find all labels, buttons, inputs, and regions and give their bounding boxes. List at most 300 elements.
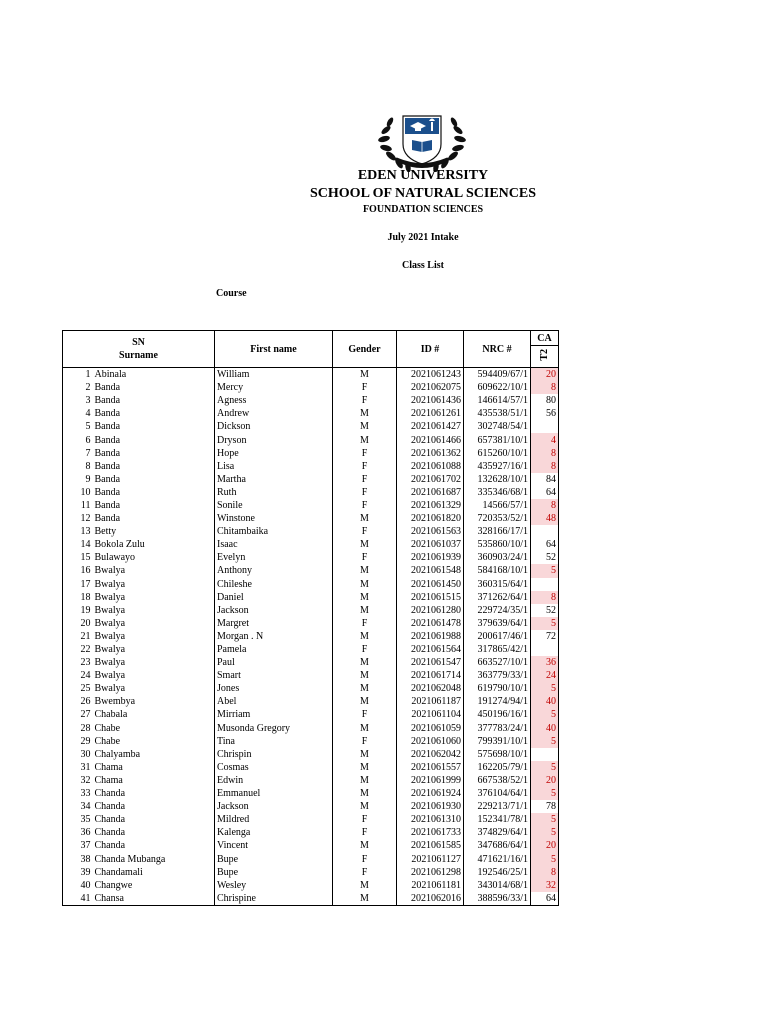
- row-nrc: 657381/10/1: [464, 433, 531, 446]
- table-row: [63, 473, 559, 486]
- row-nrc: 360903/24/1: [464, 551, 531, 564]
- row-gender: F: [333, 381, 397, 394]
- row-gender: M: [333, 368, 397, 382]
- row-nrc: 379639/64/1: [464, 617, 531, 630]
- row-sn: 2: [63, 381, 93, 394]
- row-surname: Chanda: [93, 839, 215, 852]
- row-t2-score: 8: [531, 447, 559, 460]
- row-id: 2021062042: [397, 748, 464, 761]
- row-id: 2021061261: [397, 407, 464, 420]
- row-gender: M: [333, 591, 397, 604]
- row-t2-score: 56: [531, 407, 559, 420]
- row-first-name: Chrispine: [215, 892, 333, 906]
- row-surname: Chanda: [93, 787, 215, 800]
- row-id: 2021061733: [397, 826, 464, 839]
- row-sn: 8: [63, 460, 93, 473]
- row-nrc: 191274/94/1: [464, 695, 531, 708]
- row-t2-score: 40: [531, 695, 559, 708]
- table-row: [63, 433, 559, 446]
- row-id: 2021061564: [397, 643, 464, 656]
- row-sn: 6: [63, 433, 93, 446]
- header-gender: Gender: [333, 331, 397, 368]
- row-nrc: 720353/52/1: [464, 512, 531, 525]
- table-row: [63, 591, 559, 604]
- row-gender: F: [333, 813, 397, 826]
- row-gender: F: [333, 499, 397, 512]
- row-gender: M: [333, 787, 397, 800]
- row-first-name: Mirriam: [215, 708, 333, 721]
- row-surname: Banda: [93, 447, 215, 460]
- row-first-name: Martha: [215, 473, 333, 486]
- row-id: 2021061181: [397, 879, 464, 892]
- row-t2-score: [531, 578, 559, 591]
- row-sn: 36: [63, 826, 93, 839]
- row-gender: F: [333, 826, 397, 839]
- row-id: 2021061362: [397, 447, 464, 460]
- row-id: 2021061436: [397, 394, 464, 407]
- row-surname: Chama: [93, 774, 215, 787]
- row-nrc: 200617/46/1: [464, 630, 531, 643]
- row-nrc: 360315/64/1: [464, 578, 531, 591]
- row-sn: 32: [63, 774, 93, 787]
- row-first-name: Mercy: [215, 381, 333, 394]
- row-first-name: Jackson: [215, 800, 333, 813]
- row-surname: Bwalya: [93, 591, 215, 604]
- row-t2-score: 64: [531, 892, 559, 906]
- table-row: [63, 682, 559, 695]
- row-gender: M: [333, 722, 397, 735]
- row-gender: F: [333, 617, 397, 630]
- row-surname: Bwembya: [93, 695, 215, 708]
- row-first-name: Jones: [215, 682, 333, 695]
- row-sn: 16: [63, 564, 93, 577]
- row-nrc: 152341/78/1: [464, 813, 531, 826]
- row-t2-score: 5: [531, 761, 559, 774]
- row-id: 2021061924: [397, 787, 464, 800]
- row-nrc: 435927/16/1: [464, 460, 531, 473]
- row-sn: 31: [63, 761, 93, 774]
- row-gender: F: [333, 394, 397, 407]
- header-ca: CA: [531, 331, 559, 346]
- header-sn-surname-cell: [63, 331, 215, 368]
- row-first-name: Smart: [215, 669, 333, 682]
- row-gender: M: [333, 604, 397, 617]
- row-first-name: Cosmas: [215, 761, 333, 774]
- row-first-name: Lisa: [215, 460, 333, 473]
- row-t2-score: 5: [531, 735, 559, 748]
- row-nrc: 663527/10/1: [464, 656, 531, 669]
- university-name: EDEN UNIVERSITY: [357, 168, 489, 183]
- row-nrc: 162205/79/1: [464, 761, 531, 774]
- row-first-name: Ruth: [215, 486, 333, 499]
- row-sn: 24: [63, 669, 93, 682]
- row-surname: Bwalya: [93, 617, 215, 630]
- row-gender: M: [333, 748, 397, 761]
- row-sn: 30: [63, 748, 93, 761]
- row-surname: Chabe: [93, 735, 215, 748]
- row-sn: 25: [63, 682, 93, 695]
- row-id: 2021061515: [397, 591, 464, 604]
- row-id: 2021061104: [397, 708, 464, 721]
- row-gender: M: [333, 839, 397, 852]
- row-sn: 11: [63, 499, 93, 512]
- row-id: 2021061988: [397, 630, 464, 643]
- header-id: ID #: [397, 331, 464, 368]
- row-sn: 39: [63, 866, 93, 879]
- row-nrc: 229213/71/1: [464, 800, 531, 813]
- row-nrc: 229724/35/1: [464, 604, 531, 617]
- row-sn: 18: [63, 591, 93, 604]
- row-nrc: 609622/10/1: [464, 381, 531, 394]
- row-gender: M: [333, 433, 397, 446]
- table-row: [63, 695, 559, 708]
- row-nrc: 435538/51/1: [464, 407, 531, 420]
- row-sn: 26: [63, 695, 93, 708]
- row-surname: Banda: [93, 407, 215, 420]
- row-gender: M: [333, 564, 397, 577]
- table-row: [63, 839, 559, 852]
- row-nrc: 575698/10/1: [464, 748, 531, 761]
- table-row: [63, 368, 559, 382]
- row-nrc: 335346/68/1: [464, 486, 531, 499]
- table-row: [63, 617, 559, 630]
- table-row: [63, 538, 559, 551]
- row-first-name: Bupe: [215, 866, 333, 879]
- row-id: 2021061547: [397, 656, 464, 669]
- row-surname: Bokola Zulu: [93, 538, 215, 551]
- row-sn: 10: [63, 486, 93, 499]
- row-surname: Banda: [93, 473, 215, 486]
- row-first-name: Kalenga: [215, 826, 333, 839]
- table-row: [63, 813, 559, 826]
- row-nrc: 376104/64/1: [464, 787, 531, 800]
- row-gender: M: [333, 695, 397, 708]
- table-row: [63, 551, 559, 564]
- row-t2-score: 8: [531, 381, 559, 394]
- row-surname: Bwalya: [93, 604, 215, 617]
- row-nrc: 371262/64/1: [464, 591, 531, 604]
- row-nrc: 347686/64/1: [464, 839, 531, 852]
- table-row: [63, 800, 559, 813]
- row-id: 2021061450: [397, 578, 464, 591]
- table-row: [63, 826, 559, 839]
- row-gender: M: [333, 656, 397, 669]
- school-name: SCHOOL OF NATURAL SCIENCES: [310, 186, 536, 201]
- row-sn: 33: [63, 787, 93, 800]
- row-sn: 27: [63, 708, 93, 721]
- row-sn: 38: [63, 852, 93, 865]
- row-id: 2021061548: [397, 564, 464, 577]
- row-id: 2021061329: [397, 499, 464, 512]
- row-first-name: Winstone: [215, 512, 333, 525]
- table-row: [63, 656, 559, 669]
- row-id: 2021062048: [397, 682, 464, 695]
- row-surname: Chansa: [93, 892, 215, 906]
- row-surname: Chabala: [93, 708, 215, 721]
- row-first-name: Andrew: [215, 407, 333, 420]
- row-id: 2021061478: [397, 617, 464, 630]
- table-row: [63, 525, 559, 538]
- row-sn: 41: [63, 892, 93, 906]
- table-row: [63, 512, 559, 525]
- table-row: [63, 630, 559, 643]
- row-sn: 28: [63, 722, 93, 735]
- row-gender: F: [333, 852, 397, 865]
- row-id: 2021061298: [397, 866, 464, 879]
- row-id: 2021061714: [397, 669, 464, 682]
- table-row: [63, 852, 559, 865]
- row-surname: Chanda: [93, 826, 215, 839]
- row-surname: Chandamali: [93, 866, 215, 879]
- row-first-name: Evelyn: [215, 551, 333, 564]
- table-row: [63, 892, 559, 906]
- course-label: Course: [216, 288, 247, 299]
- row-t2-score: 8: [531, 866, 559, 879]
- row-nrc: 388596/33/1: [464, 892, 531, 906]
- row-id: 2021061310: [397, 813, 464, 826]
- row-nrc: 132628/10/1: [464, 473, 531, 486]
- row-t2-score: 5: [531, 852, 559, 865]
- row-nrc: 374829/64/1: [464, 826, 531, 839]
- row-sn: 15: [63, 551, 93, 564]
- row-gender: F: [333, 643, 397, 656]
- header-t2-cell: [531, 346, 559, 368]
- row-gender: M: [333, 800, 397, 813]
- row-gender: F: [333, 473, 397, 486]
- table-row: [63, 748, 559, 761]
- row-first-name: Paul: [215, 656, 333, 669]
- row-sn: 7: [63, 447, 93, 460]
- row-gender: F: [333, 525, 397, 538]
- row-first-name: Dryson: [215, 433, 333, 446]
- row-first-name: Bupe: [215, 852, 333, 865]
- row-nrc: 302748/54/1: [464, 420, 531, 433]
- row-id: 2021061037: [397, 538, 464, 551]
- row-first-name: Chileshe: [215, 578, 333, 591]
- row-id: 2021061585: [397, 839, 464, 852]
- row-id: 2021061466: [397, 433, 464, 446]
- row-gender: M: [333, 892, 397, 906]
- row-t2-score: 84: [531, 473, 559, 486]
- row-surname: Bwalya: [93, 682, 215, 695]
- table-row: [63, 722, 559, 735]
- row-id: 2021061059: [397, 722, 464, 735]
- row-gender: M: [333, 578, 397, 591]
- row-surname: Bulawayo: [93, 551, 215, 564]
- row-first-name: Jackson: [215, 604, 333, 617]
- row-t2-score: [531, 420, 559, 433]
- row-sn: 4: [63, 407, 93, 420]
- header-t2: T2: [539, 348, 550, 361]
- row-surname: Abinala: [93, 368, 215, 382]
- row-first-name: Dickson: [215, 420, 333, 433]
- row-first-name: Abel: [215, 695, 333, 708]
- row-first-name: Margret: [215, 617, 333, 630]
- row-id: 2021061999: [397, 774, 464, 787]
- row-sn: 35: [63, 813, 93, 826]
- row-sn: 14: [63, 538, 93, 551]
- class-list-title: Class List: [402, 260, 444, 271]
- table-row: [63, 735, 559, 748]
- table-row: [63, 486, 559, 499]
- row-t2-score: [531, 748, 559, 761]
- row-nrc: 192546/25/1: [464, 866, 531, 879]
- row-id: 2021061939: [397, 551, 464, 564]
- row-gender: M: [333, 407, 397, 420]
- table-row: [63, 708, 559, 721]
- row-first-name: Emmanuel: [215, 787, 333, 800]
- row-id: 2021061280: [397, 604, 464, 617]
- row-surname: Chama: [93, 761, 215, 774]
- row-nrc: 377783/24/1: [464, 722, 531, 735]
- row-sn: 29: [63, 735, 93, 748]
- row-nrc: 363779/33/1: [464, 669, 531, 682]
- row-nrc: 594409/67/1: [464, 368, 531, 382]
- row-surname: Banda: [93, 512, 215, 525]
- table-row: [63, 604, 559, 617]
- row-surname: Chanda: [93, 813, 215, 826]
- class-list-body: [63, 368, 559, 906]
- row-t2-score: 24: [531, 669, 559, 682]
- row-first-name: Morgan . N: [215, 630, 333, 643]
- row-surname: Chalyamba: [93, 748, 215, 761]
- row-id: 2021061557: [397, 761, 464, 774]
- row-id: 2021061427: [397, 420, 464, 433]
- row-t2-score: 5: [531, 708, 559, 721]
- table-row: [63, 407, 559, 420]
- row-id: 2021061187: [397, 695, 464, 708]
- row-t2-score: 5: [531, 682, 559, 695]
- row-gender: F: [333, 708, 397, 721]
- department-name: FOUNDATION SCIENCES: [362, 204, 484, 215]
- row-gender: M: [333, 682, 397, 695]
- row-first-name: Daniel: [215, 591, 333, 604]
- row-t2-score: 78: [531, 800, 559, 813]
- row-first-name: Chrispin: [215, 748, 333, 761]
- table-row: [63, 578, 559, 591]
- row-id: 2021061563: [397, 525, 464, 538]
- row-sn: 1: [63, 368, 93, 382]
- row-t2-score: 32: [531, 879, 559, 892]
- row-t2-score: 5: [531, 813, 559, 826]
- row-sn: 21: [63, 630, 93, 643]
- row-t2-score: [531, 643, 559, 656]
- row-surname: Banda: [93, 460, 215, 473]
- row-gender: M: [333, 420, 397, 433]
- row-nrc: 615260/10/1: [464, 447, 531, 460]
- table-row: [63, 669, 559, 682]
- row-id: 2021061127: [397, 852, 464, 865]
- row-t2-score: 72: [531, 630, 559, 643]
- row-nrc: 584168/10/1: [464, 564, 531, 577]
- row-id: 2021061930: [397, 800, 464, 813]
- row-sn: 37: [63, 839, 93, 852]
- row-t2-score: 52: [531, 551, 559, 564]
- row-t2-score: 8: [531, 591, 559, 604]
- row-sn: 3: [63, 394, 93, 407]
- table-row: [63, 447, 559, 460]
- row-t2-score: 80: [531, 394, 559, 407]
- row-surname: Changwe: [93, 879, 215, 892]
- header-first-name: First name: [215, 331, 333, 368]
- row-id: 2021062016: [397, 892, 464, 906]
- row-surname: Bwalya: [93, 669, 215, 682]
- row-first-name: Mildred: [215, 813, 333, 826]
- row-t2-score: 20: [531, 774, 559, 787]
- row-gender: F: [333, 735, 397, 748]
- row-nrc: 535860/10/1: [464, 538, 531, 551]
- row-t2-score: 8: [531, 499, 559, 512]
- table-row: [63, 761, 559, 774]
- row-nrc: 799391/10/1: [464, 735, 531, 748]
- row-surname: Banda: [93, 420, 215, 433]
- header-surname: Surname: [119, 350, 158, 361]
- table-row: [63, 879, 559, 892]
- row-id: 2021062075: [397, 381, 464, 394]
- row-surname: Bwalya: [93, 564, 215, 577]
- row-first-name: William: [215, 368, 333, 382]
- row-id: 2021061702: [397, 473, 464, 486]
- row-t2-score: 5: [531, 826, 559, 839]
- row-t2-score: 4: [531, 433, 559, 446]
- row-sn: 13: [63, 525, 93, 538]
- row-id: 2021061687: [397, 486, 464, 499]
- row-surname: Bwalya: [93, 578, 215, 591]
- row-first-name: Edwin: [215, 774, 333, 787]
- row-gender: M: [333, 774, 397, 787]
- row-first-name: Tina: [215, 735, 333, 748]
- row-sn: 20: [63, 617, 93, 630]
- row-gender: F: [333, 460, 397, 473]
- row-sn: 9: [63, 473, 93, 486]
- row-sn: 40: [63, 879, 93, 892]
- row-nrc: 328166/17/1: [464, 525, 531, 538]
- row-t2-score: 52: [531, 604, 559, 617]
- row-nrc: 14566/57/1: [464, 499, 531, 512]
- row-surname: Betty: [93, 525, 215, 538]
- row-first-name: Vincent: [215, 839, 333, 852]
- row-gender: F: [333, 866, 397, 879]
- row-t2-score: 48: [531, 512, 559, 525]
- class-list-table: [62, 330, 559, 906]
- row-nrc: 343014/68/1: [464, 879, 531, 892]
- intake-label: July 2021 Intake: [387, 232, 459, 243]
- row-first-name: Pamela: [215, 643, 333, 656]
- row-surname: Bwalya: [93, 656, 215, 669]
- row-gender: M: [333, 512, 397, 525]
- table-row: [63, 394, 559, 407]
- row-gender: F: [333, 551, 397, 564]
- row-nrc: 619790/10/1: [464, 682, 531, 695]
- row-gender: M: [333, 761, 397, 774]
- row-nrc: 667538/52/1: [464, 774, 531, 787]
- row-surname: Bwalya: [93, 630, 215, 643]
- row-t2-score: 5: [531, 787, 559, 800]
- row-gender: F: [333, 447, 397, 460]
- header-nrc: NRC #: [464, 331, 531, 368]
- row-surname: Banda: [93, 433, 215, 446]
- row-t2-score: 36: [531, 656, 559, 669]
- row-gender: M: [333, 538, 397, 551]
- row-sn: 19: [63, 604, 93, 617]
- row-t2-score: 64: [531, 538, 559, 551]
- row-surname: Banda: [93, 381, 215, 394]
- row-first-name: Sonile: [215, 499, 333, 512]
- row-first-name: Chitambaika: [215, 525, 333, 538]
- table-row: [63, 564, 559, 577]
- table-row: [63, 866, 559, 879]
- row-sn: 12: [63, 512, 93, 525]
